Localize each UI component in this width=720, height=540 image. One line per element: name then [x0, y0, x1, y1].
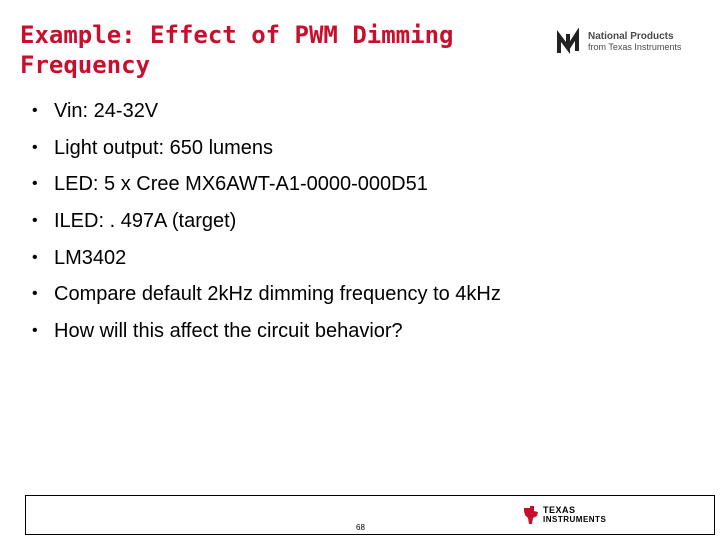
list-item [32, 208, 501, 245]
list-item [32, 281, 501, 318]
slide-title-line-1: Example: Effect of PWM Dimming [20, 21, 454, 49]
bullet-text: ILED: . 497A (target) [54, 210, 237, 233]
bullet-text: Compare default 2kHz dimming frequency to 4kHz [54, 283, 501, 306]
texas-instruments-logo-icon [522, 505, 540, 525]
national-products-logo [556, 26, 696, 58]
list-item [32, 245, 501, 282]
logo-word-2: INSTRUMENTS [543, 515, 607, 524]
bullet-icon: • [32, 285, 38, 303]
list-item [32, 318, 501, 355]
list-item [32, 135, 501, 172]
logo-line-1: National Products [588, 31, 674, 42]
bullet-text: Light output: 650 lumens [54, 136, 274, 159]
logo-line-2: from Texas Instruments [588, 42, 682, 52]
bullet-text: How will this affect the circuit behavior? [54, 320, 403, 343]
bullet-icon: • [32, 322, 38, 340]
bullet-list [32, 98, 501, 355]
slide-footer [25, 495, 715, 535]
list-item [32, 171, 501, 208]
page-number: 68 [356, 523, 365, 532]
bullet-icon: • [32, 138, 38, 156]
list-item [32, 98, 501, 135]
bullet-text: LM3402 [54, 246, 127, 269]
bullet-icon: • [32, 175, 38, 193]
bullet-text: Vin: 24-32V [54, 100, 159, 122]
logo-word-1: TEXAS [543, 505, 576, 515]
national-semiconductor-logo-icon [556, 28, 582, 56]
bullet-icon: • [32, 248, 38, 266]
slide-title-line-2: Frequency [20, 51, 151, 79]
bullet-icon: • [32, 212, 38, 230]
slide-title [20, 20, 540, 80]
bullet-icon: • [32, 102, 38, 119]
bullet-text: LED: 5 x Cree MX6AWT-A1-0000-000D51 [54, 173, 428, 196]
texas-instruments-logo [522, 505, 606, 525]
